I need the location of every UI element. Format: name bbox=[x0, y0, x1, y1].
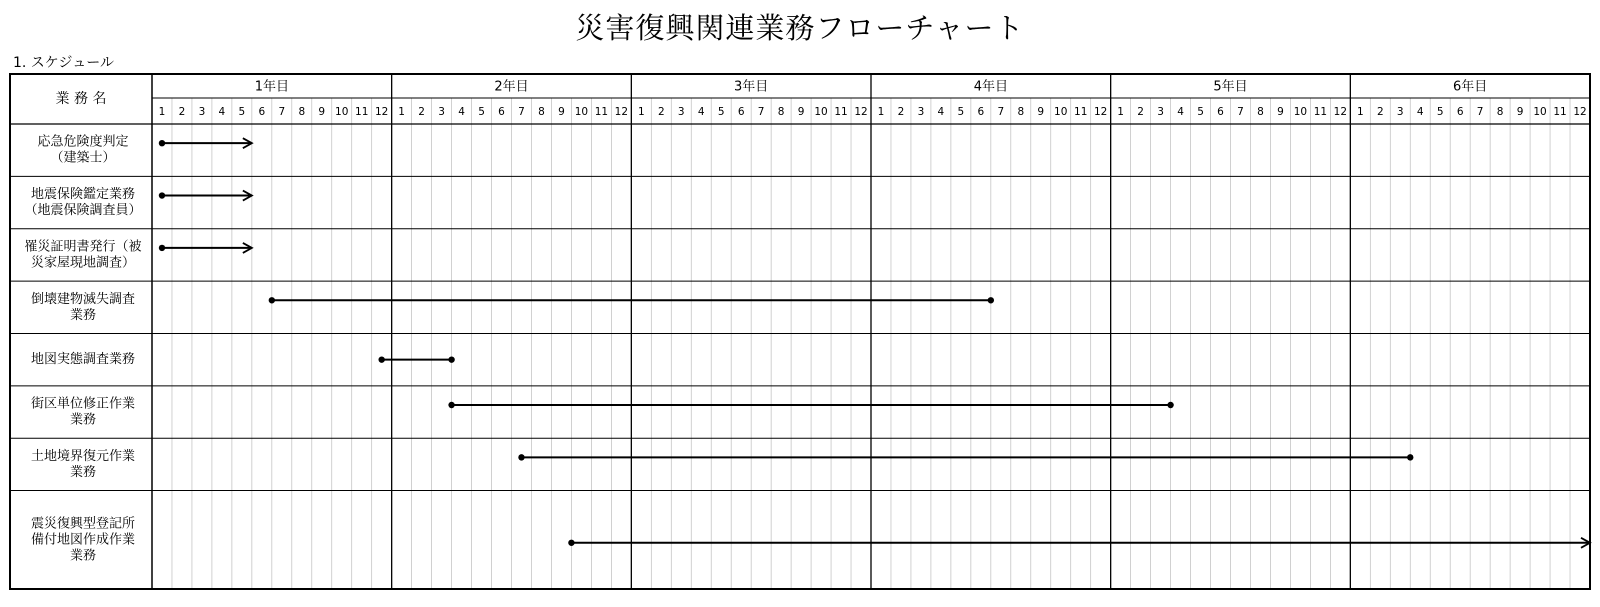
year-label: 5年目 bbox=[1213, 79, 1248, 95]
month-label: 6 bbox=[498, 106, 505, 118]
month-label: 2 bbox=[178, 106, 186, 118]
task-end-dot bbox=[448, 356, 454, 362]
task-end-dot bbox=[1407, 454, 1413, 460]
month-label: 12 bbox=[1333, 106, 1348, 118]
task-start-dot bbox=[159, 192, 165, 198]
month-label: 7 bbox=[1237, 106, 1244, 118]
month-label: 9 bbox=[318, 106, 326, 118]
month-label: 6 bbox=[737, 106, 745, 118]
month-label: 6 bbox=[977, 106, 985, 118]
month-label: 3 bbox=[438, 106, 445, 118]
month-label: 1 bbox=[877, 106, 885, 118]
month-label: 5 bbox=[717, 106, 725, 118]
month-label: 12 bbox=[1093, 106, 1108, 118]
task-end-dot bbox=[1167, 402, 1173, 408]
month-label: 8 bbox=[777, 106, 785, 118]
month-label: 1 bbox=[1117, 106, 1124, 118]
month-label: 3 bbox=[1157, 106, 1164, 118]
task-name: 備付地図作成作業 bbox=[30, 532, 136, 548]
month-label: 4 bbox=[1416, 106, 1424, 118]
month-label: 4 bbox=[458, 106, 465, 118]
month-label: 3 bbox=[677, 106, 685, 118]
task-start-dot bbox=[159, 140, 165, 146]
section-label: 1. スケジュール bbox=[13, 55, 114, 71]
month-label: 1 bbox=[1356, 106, 1364, 118]
month-label: 6 bbox=[1217, 106, 1224, 118]
year-label: 6年目 bbox=[1453, 79, 1488, 95]
month-label: 11 bbox=[1553, 106, 1567, 118]
year-label: 3年目 bbox=[734, 79, 769, 95]
month-label: 2 bbox=[897, 106, 905, 118]
month-label: 7 bbox=[997, 106, 1005, 118]
task-end-dot bbox=[988, 297, 994, 303]
task-name: 街区単位修正作業 bbox=[30, 396, 136, 412]
month-label: 11 bbox=[1074, 106, 1088, 118]
month-label: 8 bbox=[298, 106, 306, 118]
year-label: 2年目 bbox=[494, 79, 529, 95]
month-label: 3 bbox=[917, 106, 925, 118]
month-label: 9 bbox=[1037, 106, 1045, 118]
month-label: 10 bbox=[814, 106, 828, 118]
month-label: 12 bbox=[854, 106, 868, 118]
task-start-dot bbox=[448, 402, 454, 408]
month-label: 7 bbox=[518, 106, 525, 118]
table-border bbox=[10, 74, 1590, 589]
month-label: 4 bbox=[218, 106, 226, 118]
month-label: 3 bbox=[1396, 106, 1404, 118]
month-label: 8 bbox=[1017, 106, 1025, 118]
task-start-dot bbox=[518, 454, 524, 460]
task-name: （地震保険調査員） bbox=[24, 203, 142, 219]
month-label: 10 bbox=[335, 106, 349, 118]
page-title: 災害復興関連業務フローチャート bbox=[575, 11, 1025, 45]
month-label: 11 bbox=[1313, 106, 1328, 118]
month-label: 8 bbox=[1496, 106, 1504, 118]
month-label: 1 bbox=[637, 106, 645, 118]
month-label: 11 bbox=[594, 106, 609, 118]
task-column-header: 業 務 名 bbox=[55, 91, 107, 107]
task-name: 地図実態調査業務 bbox=[30, 352, 136, 368]
task-name: 倒壊建物滅失調査 bbox=[30, 291, 136, 307]
month-label: 12 bbox=[374, 106, 389, 118]
month-label: 10 bbox=[1533, 106, 1547, 118]
year-label: 1年目 bbox=[254, 79, 289, 95]
month-label: 10 bbox=[574, 106, 589, 118]
month-label: 9 bbox=[797, 106, 805, 118]
month-label: 4 bbox=[937, 106, 945, 118]
task-start-dot bbox=[568, 540, 574, 546]
month-label: 5 bbox=[478, 106, 485, 118]
month-label: 5 bbox=[238, 106, 246, 118]
task-start-dot bbox=[269, 297, 275, 303]
month-label: 6 bbox=[258, 106, 266, 118]
task-name: （建築士） bbox=[50, 150, 116, 166]
task-name: 業務 bbox=[69, 548, 97, 564]
month-label: 12 bbox=[614, 106, 629, 118]
month-label: 7 bbox=[1476, 106, 1484, 118]
year-label: 4年目 bbox=[973, 79, 1008, 95]
task-start-dot bbox=[159, 245, 165, 251]
month-label: 2 bbox=[1137, 106, 1144, 118]
month-label: 3 bbox=[198, 106, 206, 118]
month-label: 7 bbox=[757, 106, 765, 118]
task-name: 業務 bbox=[69, 307, 97, 323]
month-label: 1 bbox=[398, 106, 405, 118]
task-name: 業務 bbox=[69, 412, 97, 428]
month-label: 4 bbox=[697, 106, 705, 118]
month-label: 9 bbox=[1516, 106, 1524, 118]
month-label: 2 bbox=[657, 106, 665, 118]
task-start-dot bbox=[378, 356, 384, 362]
month-label: 1 bbox=[158, 106, 166, 118]
month-label: 6 bbox=[1456, 106, 1464, 118]
task-name: 業務 bbox=[69, 464, 97, 480]
month-label: 7 bbox=[278, 106, 286, 118]
month-label: 5 bbox=[957, 106, 965, 118]
month-label: 8 bbox=[1257, 106, 1264, 118]
month-label: 11 bbox=[834, 106, 848, 118]
month-label: 11 bbox=[355, 106, 369, 118]
month-label: 9 bbox=[558, 106, 565, 118]
month-label: 10 bbox=[1293, 106, 1308, 118]
task-name: 震災復興型登記所 bbox=[30, 516, 136, 532]
month-label: 5 bbox=[1197, 106, 1204, 118]
month-label: 9 bbox=[1277, 106, 1284, 118]
month-label: 2 bbox=[1376, 106, 1384, 118]
task-name: 土地境界復元作業 bbox=[30, 448, 136, 464]
task-name: 災家屋現地調査） bbox=[30, 255, 136, 271]
month-label: 5 bbox=[1436, 106, 1444, 118]
month-label: 2 bbox=[418, 106, 425, 118]
month-label: 8 bbox=[538, 106, 545, 118]
task-name: 地震保険鑑定業務 bbox=[30, 187, 136, 203]
month-label: 12 bbox=[1573, 106, 1587, 118]
task-name: 罹災証明書発行（被 bbox=[24, 239, 142, 255]
month-label: 10 bbox=[1054, 106, 1068, 118]
month-label: 4 bbox=[1177, 106, 1184, 118]
task-name: 応急危険度判定 bbox=[37, 134, 129, 150]
